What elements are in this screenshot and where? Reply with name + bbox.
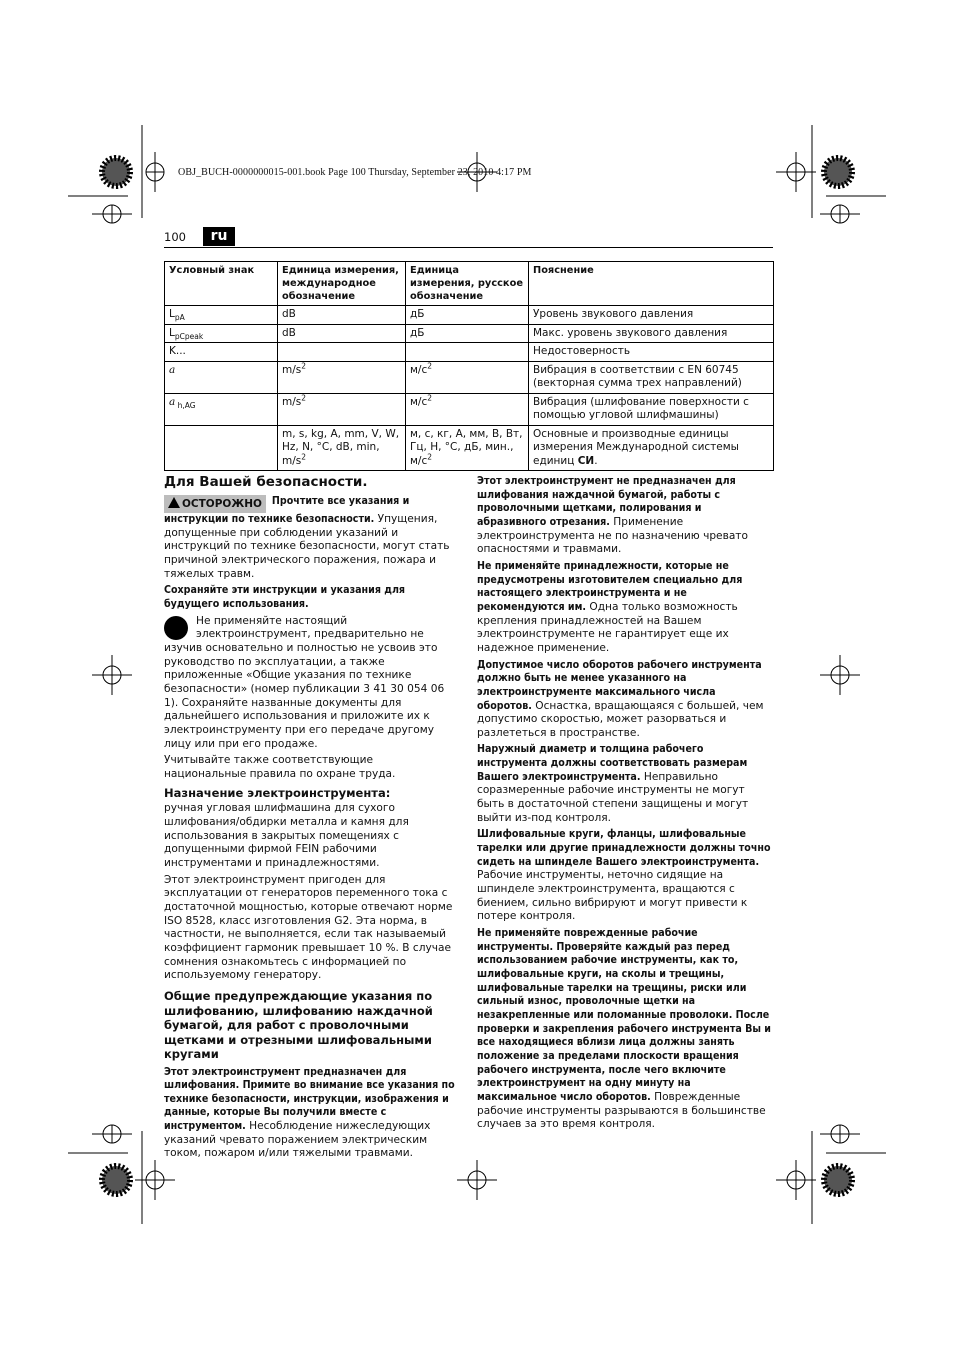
warning-paragraph	[164, 495, 458, 581]
generator-text: Этот электроинструмент пригоден для эксплуатации от генераторов переменного тока с достаточной мощностью, которые отвечают норме ISO 8528, класс изготовления G2. Эта норма, в частности, не выполняется, если так называемый коэффициент гармоник превышает 10 %. В случае сомнения ознакомьтесь с информацией по используемому генератору.	[164, 873, 453, 982]
safety-text: Неправильно соразмеренные рабочие инструменты не могут быть в достаточной степени защищены и могут выйти из-под контроля.	[477, 770, 749, 824]
unit-text: m, s, kg, A, mm, V, W, Hz, N, °C, dB, min, m/s	[282, 427, 400, 467]
table-header-cell: Пояснение	[529, 262, 774, 306]
symbol-cell	[165, 324, 278, 343]
safety-text: Оснастка, вращающаяся с большей, чем допустимо скоростью, может разорваться и разлететься в пространстве.	[477, 699, 764, 739]
unit-text: м/с	[410, 363, 428, 376]
page-number: 100	[164, 230, 186, 244]
symbol-cell	[165, 361, 278, 393]
safety-text: Поврежденные рабочие инструменты разрываются в большинстве случаев за это время контроля.	[477, 1090, 766, 1131]
manual-paragraph	[164, 615, 458, 752]
table-header-cell: Единица измерения, международное обозначение	[278, 262, 406, 306]
ru-unit-cell	[406, 361, 529, 393]
symbol-cell	[165, 425, 278, 471]
table-row	[165, 361, 774, 393]
intl-unit-cell	[278, 425, 406, 471]
symbol-text: a	[169, 363, 176, 376]
units-table	[164, 261, 774, 471]
intl-unit-cell	[278, 393, 406, 425]
unit-superscript: 2	[427, 452, 433, 461]
table-row	[165, 425, 774, 471]
unit-superscript: 2	[427, 393, 433, 402]
intl-unit-cell	[278, 361, 406, 393]
table-header-cell: Условный знак	[165, 262, 278, 306]
keep-instructions: Сохраняйте эти инструкции и указания для будущего использования.	[164, 584, 406, 610]
description-cell: Вибрация (шлифование поверхности с помощью угловой шлифмашины)	[529, 393, 774, 425]
safety-text: Применение электроинструмента не по назначению чревато опасностями и травмами.	[477, 515, 748, 556]
safety-paragraph	[477, 828, 773, 924]
warning-badge	[164, 495, 266, 513]
safety-text: Рабочие инструменты, неточно сидящие на шпинделе электроинструмента, вращаются с биением, сильно вибрируют и могут привести к потере контроля.	[477, 869, 748, 923]
print-file-line: OBJ_BUCH-0000000015-001.book Page 100 Thursday, September 23, 2010 4:17 PM	[178, 167, 532, 178]
symbol-subscript: pCpeak	[174, 331, 204, 341]
safety-paragraph	[477, 475, 773, 557]
general-warnings-paragraph	[164, 1066, 458, 1162]
header-rule	[164, 247, 773, 248]
symbol-text: L	[169, 308, 175, 320]
ru-unit-cell	[406, 343, 529, 362]
right-column	[477, 475, 773, 1135]
symbol-subscript: h,AG	[175, 400, 196, 410]
safety-paragraph	[477, 927, 773, 1132]
unit-superscript: 2	[301, 361, 307, 370]
read-manual-icon	[164, 616, 188, 640]
symbol-text: L	[169, 326, 175, 339]
description-end: .	[594, 454, 598, 467]
safety-bold-text: Этот электроинструмент не предназначен для шлифования наждачной бумагой, работы с проволочными щетками, полирования и абразивного отрезания.	[477, 475, 736, 528]
table-header-row	[165, 262, 774, 306]
unit-text: m/s	[282, 363, 302, 376]
description-bold: СИ	[577, 454, 595, 467]
description-cell: Вибрация в соответствии с EN 60745 (векторная сумма трех направлений)	[529, 361, 774, 393]
unit-superscript: 2	[427, 361, 433, 370]
safety-bold-text: Не применяйте принадлежности, которые не предусмотрены изготовителем специально для настоящего электроинструмента и не рекомендуются им.	[477, 559, 743, 613]
warning-text: Упущения, допущенные при соблюдении указаний и инструкций по технике безопасности, могут стать причиной электрического поражения, пожара и тяжелых травм.	[164, 513, 450, 580]
ru-unit-cell: дБ	[406, 324, 529, 343]
safety-bold-text: Не применяйте поврежденные рабочие инструменты. Проверяйте каждый раз перед использованием рабочие инструменты, как то, шлифовальные круги, на сколы и трещины, шлифовальные тарелки на трещины, риски или сильный износ, проволочные щетки на незакрепленные или поломанные проволоки. После проверки и закрепления рабочего инструмента Вы и все находящиеся вблизи лица должны занять положение за пределами плоскости вращения рабочего инструмента, после чего включите электроинструмент на одну минуту на максимальное число оборотов.	[477, 927, 771, 1103]
table-row	[165, 306, 774, 325]
safety-bold-text: Наружный диаметр и толщина рабочего инструмента должны соответствовать размерам Вашего электроинструмента.	[477, 743, 748, 783]
unit-text: м/с	[410, 395, 428, 408]
safety-paragraph	[477, 659, 773, 741]
symbol-subscript: pA	[174, 313, 185, 323]
safety-text: Одна только возможность крепления принадлежностей на Вашем электроинструменте не гарантирует еще их надежное применение.	[477, 600, 738, 654]
general-warnings-title: Общие предупреждающие указания по шлифованию, шлифованию наждачной бумагой, для работ с проволочными щетками и отрезными шлифовальными кругами	[164, 989, 433, 1061]
language-badge: ru	[203, 227, 235, 246]
warning-triangle-icon	[168, 497, 180, 508]
symbol-cell	[165, 306, 278, 325]
symbol-cell: K...	[165, 343, 278, 362]
left-column	[164, 474, 458, 1164]
table-row	[165, 324, 774, 343]
warning-bold-text: Прочтите все указания и инструкции по технике безопасности.	[164, 495, 410, 525]
table-row	[165, 343, 774, 362]
intl-unit-cell: dB	[278, 306, 406, 325]
ru-unit-cell	[406, 393, 529, 425]
description-cell: Недостоверность	[529, 343, 774, 362]
unit-text: м, с, кг, А, мм, В, Вт, Гц, Н, °C, дБ, мин., м/с	[410, 427, 523, 467]
general-bold-text: Этот электроинструмент предназначен для шлифования. Примите во внимание все указания по технике безопасности, инструкции, изображения и данные, которые Вы получили вместе с инструментом.	[164, 1065, 455, 1133]
intl-unit-cell	[278, 343, 406, 362]
description-text: Основные и производные единицы измерения Международной системы единиц	[533, 427, 739, 467]
manual-text: Не применяйте настоящий электроинструмент, предварительно не изучив основательно и полностью не усвоив это руководство по эксплуатации, а также приложенные «Общие указания по технике безопасности» (номер публикации 3 41 30 054 06 1). Сохраняйте названные документы для дальнейшего использования и приложите их к электроинструменту при его передаче другому лицу или при его продаже.	[164, 614, 445, 750]
safety-paragraph	[477, 743, 773, 825]
purpose-text: ручная угловая шлифмашина для сухого шлифования/обдирки металла и камня для использования в закрытых помещениях с допущенными фирмой FEIN рабочими инструментами и принадлежностями.	[164, 802, 409, 870]
table-row	[165, 393, 774, 425]
safety-paragraph	[477, 560, 773, 656]
description-cell: Макс. уровень звукового давления	[529, 324, 774, 343]
unit-text: m/s	[282, 395, 302, 408]
warning-label: ОСТОРОЖНО	[182, 498, 262, 510]
symbol-text: a	[169, 395, 176, 408]
description-cell: Уровень звукового давления	[529, 306, 774, 325]
national-rules: Учитывайте также соответствующие национальные правила по охране труда.	[164, 754, 396, 780]
general-text: Несоблюдение нижеследующих указаний чревато поражением электрическим током, пожаром и/или тяжелыми травмами.	[164, 1120, 431, 1160]
intl-unit-cell: dB	[278, 324, 406, 343]
ru-unit-cell: дБ	[406, 306, 529, 325]
safety-bold-text: Допустимое число оборотов рабочего инструмента должно быть не менее указанного на электроинструменте максимального числа оборотов.	[477, 658, 762, 712]
unit-superscript: 2	[301, 393, 307, 402]
section-title: Для Вашей безопасности.	[164, 474, 368, 490]
purpose-title: Назначение электроинструмента:	[164, 786, 391, 801]
safety-bold-text: Шлифовальные круги, фланцы, шлифовальные тарелки или другие принадлежности должны точно сидеть на шпинделе Вашего электроинструмента.	[477, 828, 771, 868]
description-cell	[529, 425, 774, 471]
unit-superscript: 2	[301, 452, 307, 461]
ru-unit-cell	[406, 425, 529, 471]
symbol-cell	[165, 393, 278, 425]
table-header-cell: Единица измерения, русское обозначение	[406, 262, 529, 306]
